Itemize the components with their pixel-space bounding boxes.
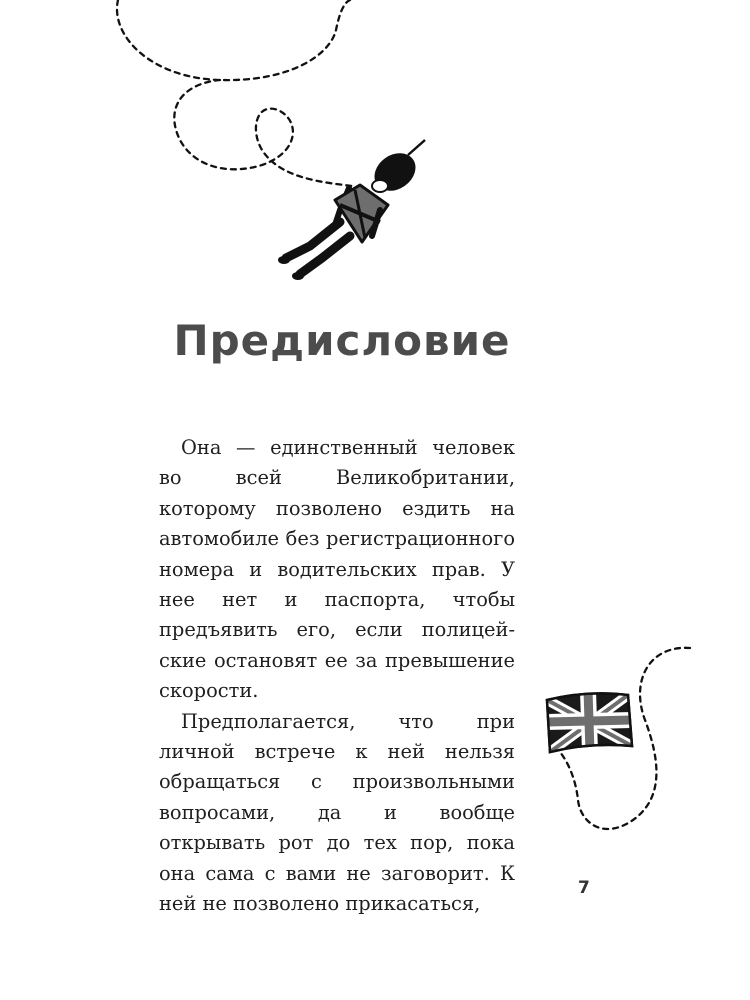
paragraph: Она — единственный человек во всей Великобритании, которому позволено ездить на автомобиле без регистрационного номера и водительских прав. У нее нет и паспорта, чтобы предъявить его, если полицейские остановят ее за превышение скорости.	[159, 436, 515, 703]
dashed-path-top	[117, 0, 352, 186]
dashed-path-flag	[560, 648, 690, 829]
royal-guard-icon	[278, 140, 425, 280]
union-jack-flag-icon	[545, 690, 634, 752]
page-number: 7	[578, 878, 590, 898]
chapter-title: Предисловие	[173, 316, 511, 365]
body-text	[159, 433, 515, 920]
paragraph: Предполагается, что при личной встрече к ней нельзя обращаться с произвольными вопросами, да и вообще открывать рот до тех пор, пока она сама с вами не заговорит. К ней не позволено прикасаться,	[159, 709, 515, 916]
